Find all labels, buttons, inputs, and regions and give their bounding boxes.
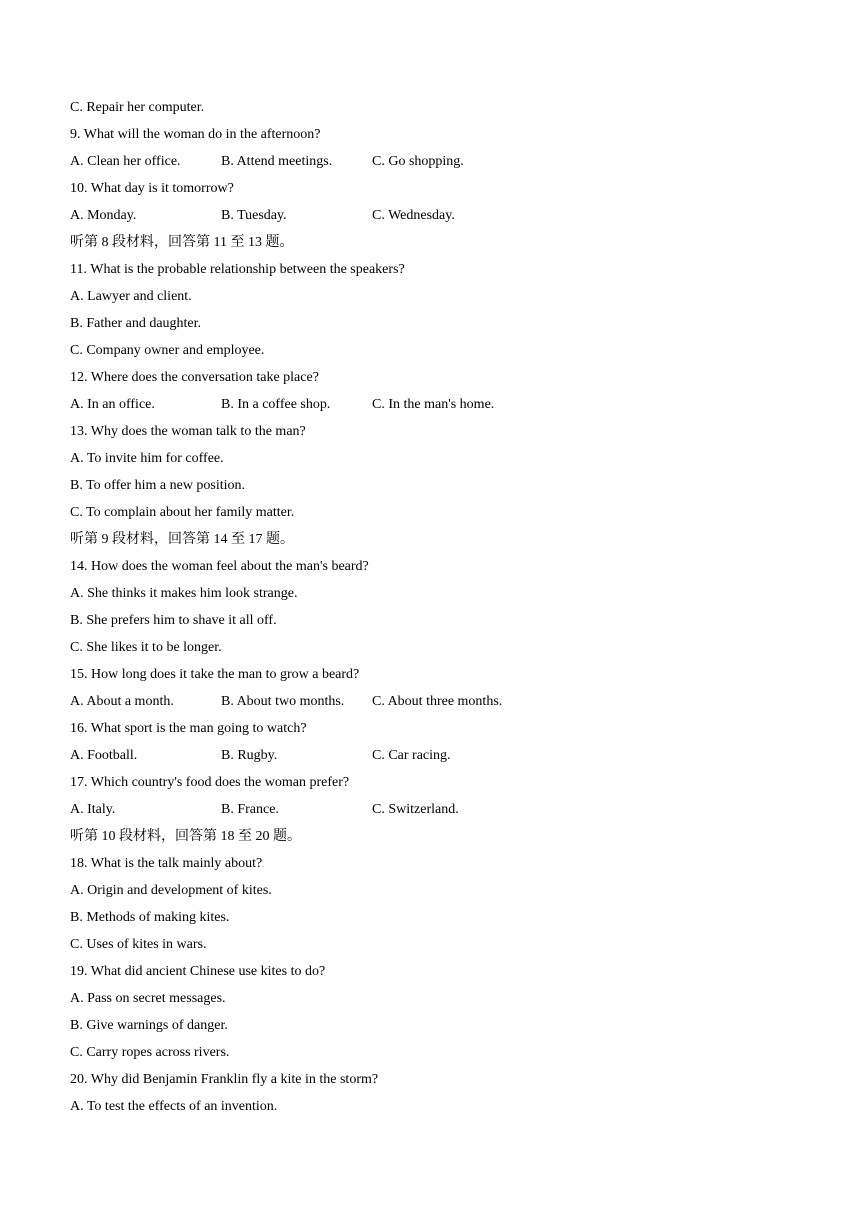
answer-option-line: A. To invite him for coffee. <box>70 451 224 466</box>
answer-option-line: C. She likes it to be longer. <box>70 640 222 655</box>
question-line: 16. What sport is the man going to watch? <box>70 721 307 736</box>
option-a: A. Monday. <box>70 208 137 223</box>
answer-option-line: B. To offer him a new position. <box>70 478 246 493</box>
option-a: A. In an office. <box>70 397 155 412</box>
question-line: 11. What is the probable relationship between the speakers? <box>70 262 405 277</box>
question-line: 9. What will the woman do in the afternoon? <box>70 127 321 142</box>
question-line: 14. How does the woman feel about the man's beard? <box>70 559 369 574</box>
option-a: A. Football. <box>70 748 138 763</box>
option-c: C. Car racing. <box>372 748 451 763</box>
options-row <box>70 394 790 421</box>
answer-option-line: B. Methods of making kites. <box>70 910 230 925</box>
options-row <box>70 745 790 772</box>
option-c: C. Switzerland. <box>372 802 459 817</box>
option-a: A. About a month. <box>70 694 174 709</box>
option-c: C. Wednesday. <box>372 208 455 223</box>
question-line: 10. What day is it tomorrow? <box>70 181 234 196</box>
options-row <box>70 691 790 718</box>
section-instruction: 听第 8 段材料，回答第 11 至 13 题。 <box>70 235 294 250</box>
question-line: 13. Why does the woman talk to the man? <box>70 424 306 439</box>
option-b: B. Attend meetings. <box>221 154 333 169</box>
question-line: 20. Why did Benjamin Franklin fly a kite in the storm? <box>70 1072 379 1087</box>
answer-option-line: C. Carry ropes across rivers. <box>70 1045 230 1060</box>
question-line: 12. Where does the conversation take place? <box>70 370 319 385</box>
answer-option-line: B. Father and daughter. <box>70 316 202 331</box>
question-line: 15. How long does it take the man to grow a beard? <box>70 667 360 682</box>
answer-option-line: B. Give warnings of danger. <box>70 1018 228 1033</box>
answer-option-line: A. Pass on secret messages. <box>70 991 226 1006</box>
options-row <box>70 151 790 178</box>
answer-option-line: A. Origin and development of kites. <box>70 883 272 898</box>
exam-page <box>70 97 790 1123</box>
option-c: C. Go shopping. <box>372 154 464 169</box>
answer-option-line: C. To complain about her family matter. <box>70 505 295 520</box>
options-row <box>70 799 790 826</box>
option-b: B. Tuesday. <box>221 208 287 223</box>
answer-option-line: A. She thinks it makes him look strange. <box>70 586 298 601</box>
option-a: A. Italy. <box>70 802 116 817</box>
answer-option-line: A. Lawyer and client. <box>70 289 192 304</box>
option-c: C. About three months. <box>372 694 503 709</box>
section-instruction: 听第 10 段材料，回答第 18 至 20 题。 <box>70 829 301 844</box>
option-b: B. About two months. <box>221 694 345 709</box>
question-line: 17. Which country's food does the woman prefer? <box>70 775 350 790</box>
option-a: A. Clean her office. <box>70 154 181 169</box>
options-row <box>70 205 790 232</box>
option-b: B. Rugby. <box>221 748 278 763</box>
answer-option-line: C. Repair her computer. <box>70 100 205 115</box>
answer-option-line: B. She prefers him to shave it all off. <box>70 613 277 628</box>
answer-option-line: C. Company owner and employee. <box>70 343 265 358</box>
question-line: 18. What is the talk mainly about? <box>70 856 263 871</box>
option-b: B. In a coffee shop. <box>221 397 331 412</box>
answer-option-line: A. To test the effects of an invention. <box>70 1099 278 1114</box>
option-c: C. In the man's home. <box>372 397 495 412</box>
answer-option-line: C. Uses of kites in wars. <box>70 937 207 952</box>
question-line: 19. What did ancient Chinese use kites to do? <box>70 964 326 979</box>
section-instruction: 听第 9 段材料，回答第 14 至 17 题。 <box>70 532 294 547</box>
option-b: B. France. <box>221 802 279 817</box>
